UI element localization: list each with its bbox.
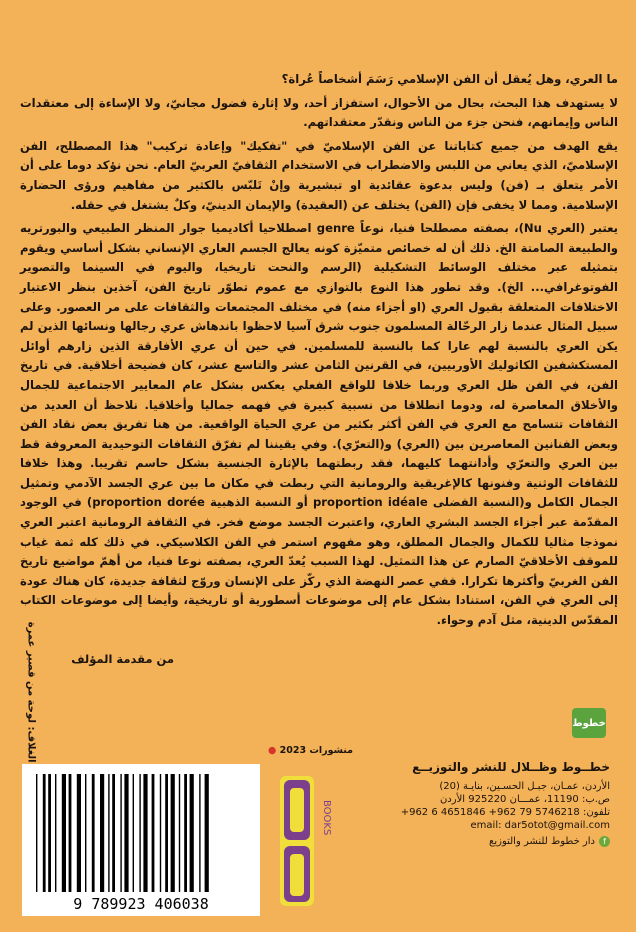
isbn-barcode (22, 764, 260, 916)
publisher-name: خطــوط وظــلال للنشر والتوزيــع (412, 760, 610, 774)
barcode-bar (179, 774, 180, 892)
barcode-bar (62, 774, 66, 892)
barcode-bar (43, 774, 46, 892)
barcode-bar (199, 774, 200, 892)
barcode-bar (143, 774, 147, 892)
author-signature: من مقدمة المؤلف (71, 652, 174, 666)
publisher-email: email: dar5otot@gmail.com (470, 820, 610, 831)
introduction-text (20, 70, 618, 635)
barcode-bar (124, 774, 128, 892)
barcode-bar (120, 774, 121, 892)
publication-label: منشورات 2023 (279, 745, 354, 756)
barcode-bar (100, 774, 104, 892)
barcode-bar (55, 774, 56, 892)
barcode-graphic (22, 764, 260, 916)
brand-letters: BOOKS (321, 800, 332, 836)
barcode-bar (133, 774, 134, 892)
publisher-social (370, 836, 610, 847)
publisher-info (370, 760, 610, 847)
barcode-bar (85, 774, 86, 892)
facebook-icon: f (599, 836, 610, 847)
social-label: دار خطوط للنشر والتوزيع (489, 836, 595, 847)
khotot-logo-tag: خطوط (572, 708, 606, 738)
paragraph-goal: يقع الهدف من جميع كتاباتنا عن الفن الإسلاميّ في "تفكيك" وإعادة تركيب" هذا المصطلح، الفن الإسلاميّ، الذي يعاني من اللبس والاضطراب في الاستخدام الثقافيّ العربيّ العام. نحن نؤكد دوما على أن الأمر يتعلق بـ (فن) وليس بدعوة عقائدية او تبشيرية وإنْ تَلبّس بالكثير من مفاهيم ورؤى الحضارة الإسلامية. ومما لا يخفى فإن (الفن) يختلف عن (العقيدة) والإيمان الدينيّ، وكلٌ يشتغل في حقله. (20, 138, 618, 212)
barcode-bar (92, 774, 95, 892)
publisher-phone: تلفون: 5746218 79 962+ 4651846 6 962+ (400, 807, 610, 818)
barcode-bar (152, 774, 155, 892)
barcode-bar (171, 774, 175, 892)
publisher-logo (278, 776, 342, 908)
barcode-bar (48, 774, 51, 892)
barcode-bar (36, 774, 37, 892)
paragraph-nude-genre: يعتبر (العري Nu)، بصفته مصطلحا فنيا، نوعاً genre اصطلاحيا أكاديميا جوار المنظر الطبيعي والبورتريه والطبيعة الصامتة الخ. ذلك أن له خصائص متميّزة كونه يعالج الجسم العاري الإنساني بشكل أساسي ويقوم بتمثيله عبر مختلف الوسائط التشكيلية (الرسم والنحت تاريخيا، واليوم في السينما والتصوير الفوتوغرافي... الخ). وقد تطور هذا النوع بالتوازي مع عموم تطوّر تاريخ الفن، آخذين بنظر الاعتبار الاختلافات المتعلقة بقبول العري (او أجزاء منه) في مختلف المجتمعات والثقافات على مر العصور. وعلى سبيل المثال عندما زار الرحّالة المسلمون جنوب شرق آسيا لاحظوا باندهاش عري رجالها ونسائها الذين لم يكن العري بالنسبة لهم عارا كما بالنسبة للمسلمين. في حين أن عري الأفارقة الذين زارهم أوائل المستكشفين الكاثوليك الأوربيين، في القرنين الثامن عشر والتاسع عشر، كان فضيحة أخلاقية. في تاريخ الفن، في الفن ظل العري وربما خلافا للواقع الفعلي يعكس بشكل عام المعايير الاجتماعية للجمال والأخلاق المعاصرة له، ودوما انطلاقا من نسبية كبيرة في فهمه جماليا وأخلاقيا. نلاحظ أن العديد من الثقافات تتسامح مع العري في الفن أكثر بكثير من عري الحياة الواقعية. من هنا تفريق بعض نقاد الفن وبعض الفنانين المعاصرين بين (العري) و(التعرّي). وفي يقيننا لم تفرّق الثقافات التوحيدية المعروفة قط بين العري والتعرّي وأدانتهما كليهما، فقد ربطتهما بالإثارة الجنسية بشكل حاسم تقريبا. وهذا خلافا للثقافات الوثنية وفنونها كالإغريقية والرومانية التي ربطت في مكان ما بين عري الجسد الآدمي وتمثيل الجمال الكامل و(النسبة الفضلى proportion idéale أو النسبة الذهبية proportion dorée) في الوجود المقدّمة عبر أجزاء الجسد البشري العاري، واعتبرت الجسد موضع فخر. في الثقافة الرومانية اعتبر العري نموذجا مثاليا للكمال والجمال المطلق، وهو مفهوم استمر في الفن الكلاسيكي. في ذلك كله ثمة غياب للموقف الأخلاقيّ الصارم عن هذا التمثيل. لهذا السبب يُعدّ العري، بصفته نوعا فنيا، من أهمّ مواضيع تاريخ الفن الغربيّ وأكثرها تكرارا. ففي عصر النهضة الذي ركّز على الإنسان وروّج لثقافة جديدة، كان هناك عودة إلى العري في الفن، استنادا بشكل عام إلى موضوعات أسطورية أو تاريخية، وأيضا إلى موضوعات الكتاب المقدّس الدينية، مثل آدم وحواء. (20, 221, 618, 628)
barcode-bar (69, 774, 72, 892)
barcode-bar (108, 774, 109, 892)
barcode-bar (112, 774, 115, 892)
barcode-bar (205, 774, 209, 892)
paragraph-question: ما العري، وهل يُعقل أن الفن الإسلامي رَسَمَ أشخاصاً عُراة؟ (281, 72, 618, 86)
barcode-bar (190, 774, 194, 892)
logo-b-counter (290, 788, 304, 832)
barcode-bar (160, 774, 161, 892)
publication-year (268, 745, 353, 756)
barcode-bar (139, 774, 140, 892)
barcode-bar (184, 774, 187, 892)
barcode-bar (165, 774, 168, 892)
isbn-number: 9 789923 406038 (73, 895, 209, 913)
paragraph-disclaimer: لا يستهدف هذا البحث، بحال من الأحوال، استفزاز أحد، ولا إثارة فضول مجانيّ، ولا الإساءة إلى معتقدات الناس وإيمانهم، فنحن جزء من الناس ونقدّر معتقداتهم. (20, 95, 618, 130)
cover-caption: الغلاف: لوحة من قصير عمرة (25, 621, 37, 763)
publisher-address-2: ص.ب: 11190، عمـــان 925220 الأردن (439, 794, 610, 805)
logo-w-counter (290, 854, 304, 896)
publisher-address-1: الأردن، عمـان، جبـل الحسـين، بنايـة (20) (439, 781, 610, 792)
red-dot-icon: ● (268, 745, 277, 756)
barcode-bar (77, 774, 81, 892)
